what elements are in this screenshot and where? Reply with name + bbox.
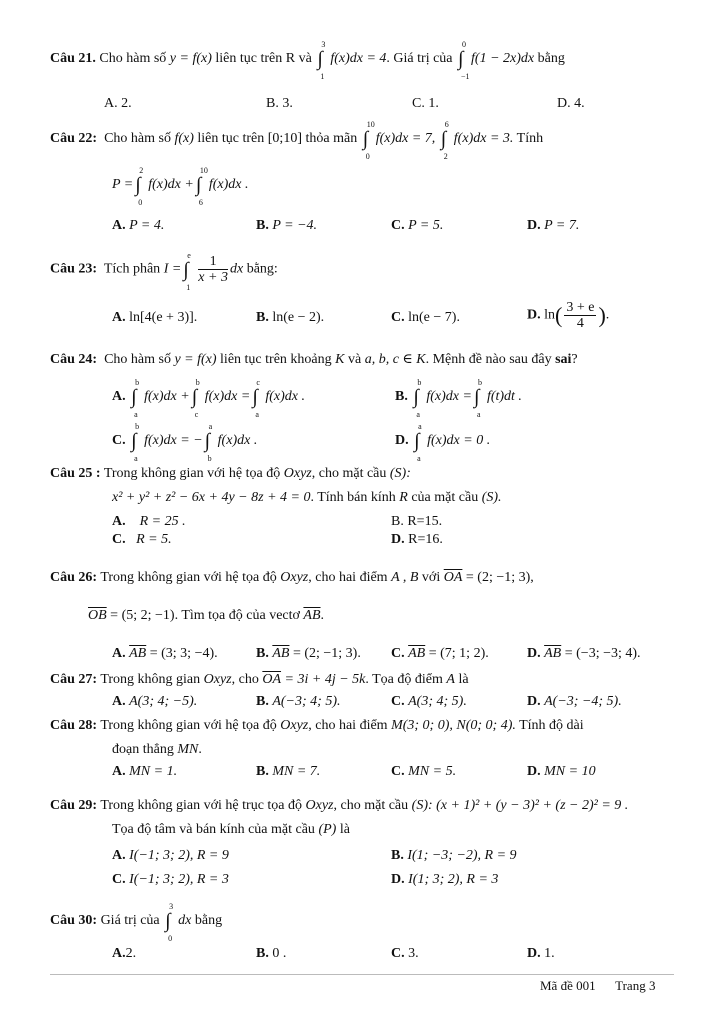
option-a: A. $\overline{AB} = (3$; 3; −4). [112, 646, 218, 661]
option-a: A. R = 25 . [112, 514, 186, 529]
option-a: A. 2. [104, 96, 132, 111]
option-d: D. MN = 10 [527, 764, 596, 779]
question-label: Câu 28: [50, 718, 98, 733]
integral-sign: 0 ∫ −1 [458, 40, 470, 81]
exam-code: Mã đề 001 [540, 978, 596, 993]
option-c: C. 1. [412, 96, 439, 111]
option-c: C. P = 5. [391, 218, 444, 233]
question-22: Câu 22: Cho hàm số f(x) liên tục trên [0;10] thỏa mãn 10 ∫ 0 f(x)dx = 7, 6 ∫ 2 f(x)dx = 3. Tính [50, 120, 544, 161]
integral-sign: e ∫ 1 [183, 250, 191, 292]
question-25-equation: x² + y² + z² − 6x + 4y − 8z + 4 = 0. Tính bán kính R của mặt cầu (S). [112, 490, 502, 505]
option-a: A. I(−1; 3; 2), R = 9 [112, 848, 229, 863]
question-label: Câu 29: [50, 798, 98, 813]
option-c: C. ln(e − 7). [391, 310, 460, 325]
question-label: Câu 26: [50, 570, 98, 585]
footer [540, 978, 655, 994]
option-d: D. 4. [557, 96, 585, 111]
option-b: B. P = −4. [256, 218, 318, 233]
option-c: C. $\overline{AB} = (7$; 1; 2). [391, 646, 489, 661]
question-label: Câu 21. [50, 51, 96, 67]
question-label: Câu 24: [50, 352, 98, 367]
option-d: D. A(−3; −4; 5). [527, 694, 622, 709]
option-b: B. 0 . [256, 946, 287, 961]
question-label: Câu 30: [50, 913, 98, 929]
integral-sign: 2 ∫ 0 [135, 166, 144, 207]
question-28-line2: đoạn thẳng MN. [112, 742, 202, 757]
option-b: B. $\overline{AB} = (2$; −1; 3). [256, 646, 361, 661]
option-c: C. MN = 5. [391, 764, 457, 779]
option-d: D. 1. [527, 946, 555, 961]
option-d: D. P = 7. [527, 218, 580, 233]
question-23: Câu 23: Tích phân I = e ∫ 1 $\frac{1}{x + 3}$ dx bằng: [50, 250, 278, 292]
option-a: A. P = 4. [112, 218, 165, 233]
question-29: Câu 29: Trong không gian với hệ trục tọa độ Oxyz, cho mặt cầu (S): (x + 1)² + (y − 3)² + (z − 2)² = 9 . [50, 798, 629, 813]
integral-sign: 3 ∫ 1 [317, 40, 326, 81]
question-28: Câu 28: Trong không gian với hệ tọa độ Oxyz, cho hai điểm M(3; 0; 0), N(0; 0; 4). Tính độ dài [50, 718, 584, 733]
footer-divider [50, 974, 674, 975]
option-d: D. R=16. [391, 532, 443, 547]
question-26-line2: $\overline{OB} = (5$; 2; −1). Tìm tọa độ của vectơ $\overline{AB}$. [88, 608, 325, 623]
question-25: Câu 25 : Trong không gian với hệ tọa độ Oxyz, cho mặt cầu (S): [50, 466, 411, 481]
question-26: Câu 26: Trong không gian với hệ tọa độ Oxyz, cho hai điểm A , B với $\overline{OA} = (2$; −1; 3), [50, 570, 534, 585]
option-a: A. ln[4(e + 3)]. [112, 310, 198, 325]
integral-sign: 3 ∫ 0 [165, 902, 174, 943]
option-d: D. ln( $\frac{3 + e}{4}$ ). [527, 300, 610, 331]
question-30: Câu 30: Giá trị của 3 ∫ 0 dx bằng [50, 902, 223, 943]
option-c: C. I(−1; 3; 2), R = 3 [112, 872, 229, 887]
option-b: B. I(1; −3; −2), R = 9 [391, 848, 517, 863]
question-22-formula: P = 2 ∫ 0 f(x)dx + 10 ∫ 6 f(x)dx . [112, 166, 249, 207]
integral-sign: 10 ∫ 6 [195, 166, 208, 207]
option-d: D. I(1; 3; 2), R = 3 [391, 872, 499, 887]
option-a: A. b ∫ a f(x)dx + b ∫ c f(x)dx = c ∫ a f(x)dx . [112, 378, 305, 419]
page-number: Trang 3 [615, 978, 656, 993]
option-b: B. 3. [266, 96, 293, 111]
option-c: C. R = 5. [112, 532, 172, 547]
option-a: A.2. [112, 946, 137, 961]
option-b: B. R=15. [391, 514, 443, 529]
question-label: Câu 22: [50, 131, 98, 147]
option-c: C. b ∫ a f(x)dx = − a ∫ b f(x)dx . [112, 422, 258, 463]
question-label: Câu 23: [50, 261, 98, 277]
question-21: Câu 21. Cho hàm số y = f(x) liên tục trên R và 3 ∫ 1 f(x)dx = 4. Giá trị của 0 ∫ −1 f(1 − 2x)dx bằng [50, 40, 565, 81]
option-c: C. A(3; 4; 5). [391, 694, 467, 709]
option-c: C. 3. [391, 946, 419, 961]
option-b: B. MN = 7. [256, 764, 321, 779]
question-27: Câu 27: Trong không gian Oxyz, cho $\overline{OA} = 3i + 4j - 5k$. Tọa độ điểm A là [50, 672, 469, 687]
integral-sign: 6 ∫ 2 [440, 120, 449, 161]
fraction: $\frac{1}{x + 3}$ [198, 254, 228, 285]
question-label: Câu 25 : [50, 466, 101, 481]
integral-sign: 10 ∫ 0 [362, 120, 375, 161]
option-b: B. b ∫ a f(x)dx = b ∫ a f(t)dt . [395, 378, 522, 419]
question-label: Câu 27: [50, 672, 98, 687]
question-29-line2: Tọa độ tâm và bán kính của mặt cầu (P) là [112, 822, 350, 837]
option-d: D. a ∫ a f(x)dx = 0 . [395, 422, 491, 463]
question-24: Câu 24: Cho hàm số y = f(x) liên tục trên khoảng K và a, b, c ∈ K. Mệnh đề nào sau đây sai? [50, 352, 578, 367]
option-b: B. A(−3; 4; 5). [256, 694, 341, 709]
option-a: A. MN = 1. [112, 764, 178, 779]
option-a: A. A(3; 4; −5). [112, 694, 198, 709]
option-b: B. ln(e − 2). [256, 310, 325, 325]
option-d: D. $\overline{AB} = (-3$; −3; 4). [527, 646, 641, 661]
